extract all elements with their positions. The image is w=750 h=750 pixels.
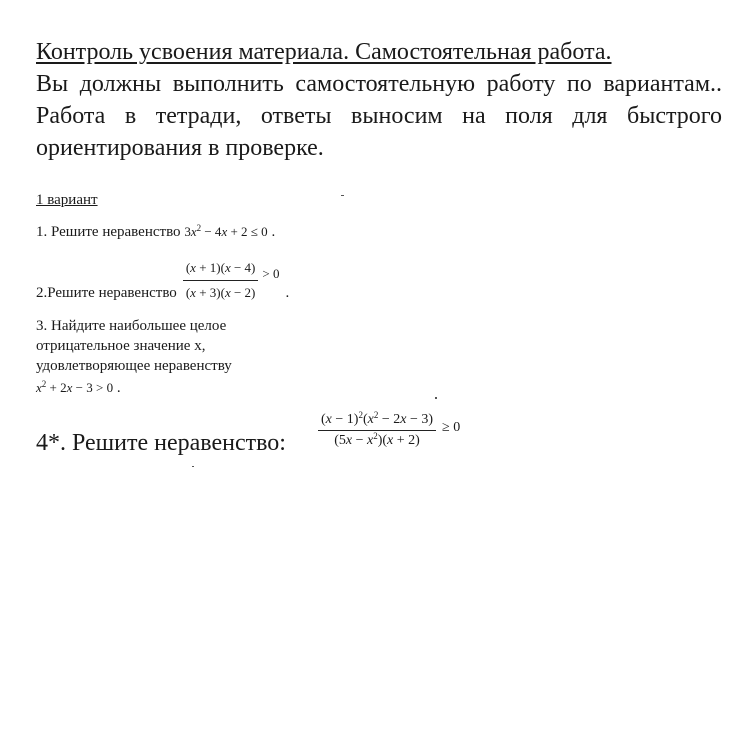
variant-label: 1 вариант [36,192,98,208]
task-4-text: 4*. Решите неравенство: [36,430,286,456]
task-2-fraction [183,258,259,303]
task-4-fraction [318,412,436,449]
intro-paragraph: Вы должны выполнить самостоятельную работу по вариантам.. Работа в тетради, ответы выносим на поля для быстрого ориентирования в проверке. [36,71,722,161]
task-4-expression [318,412,460,449]
task-2-relation: > 0 [262,265,280,281]
task-2-numerator: (x + 1)(x − 4) [183,258,259,281]
scan-speck [192,466,194,467]
task-3-period: . [116,380,121,396]
task-2 [36,258,289,303]
scan-speck [435,397,437,399]
page-title: Контроль усвоения материала. Самостоятельная работа. [36,39,612,65]
task-3-line-1: 3. Найдите наибольшее целое [36,318,227,334]
task-4-denominator: $(5x - x^2)(x + 2)$ [334,431,420,448]
scan-speck [341,195,344,196]
task-1-period: . [271,224,276,240]
task-4-numerator: $(x - 1)^2(x^2 - 2x - 3)$ [318,412,436,431]
task-1 [36,222,275,242]
task-3-line-2: отрицательное значение х, [36,338,206,354]
task-1-inequality: $3x^2 - 4x + 2 \le 0$ [184,223,268,239]
task-3-line-3: удовлетворяющее неравенству [36,358,232,374]
task-2-period: . [285,285,290,301]
task-1-text: 1. Решите неравенство [36,224,181,240]
task-3 [36,316,232,398]
task-4-relation: ≥ 0 [442,419,461,435]
task-3-inequality: $x^2 + 2x - 3 > 0$ [36,379,114,395]
task-2-denominator: (x + 3)(x − 2) [185,285,256,300]
task-2-text: 2.Решите неравенство [36,285,177,301]
